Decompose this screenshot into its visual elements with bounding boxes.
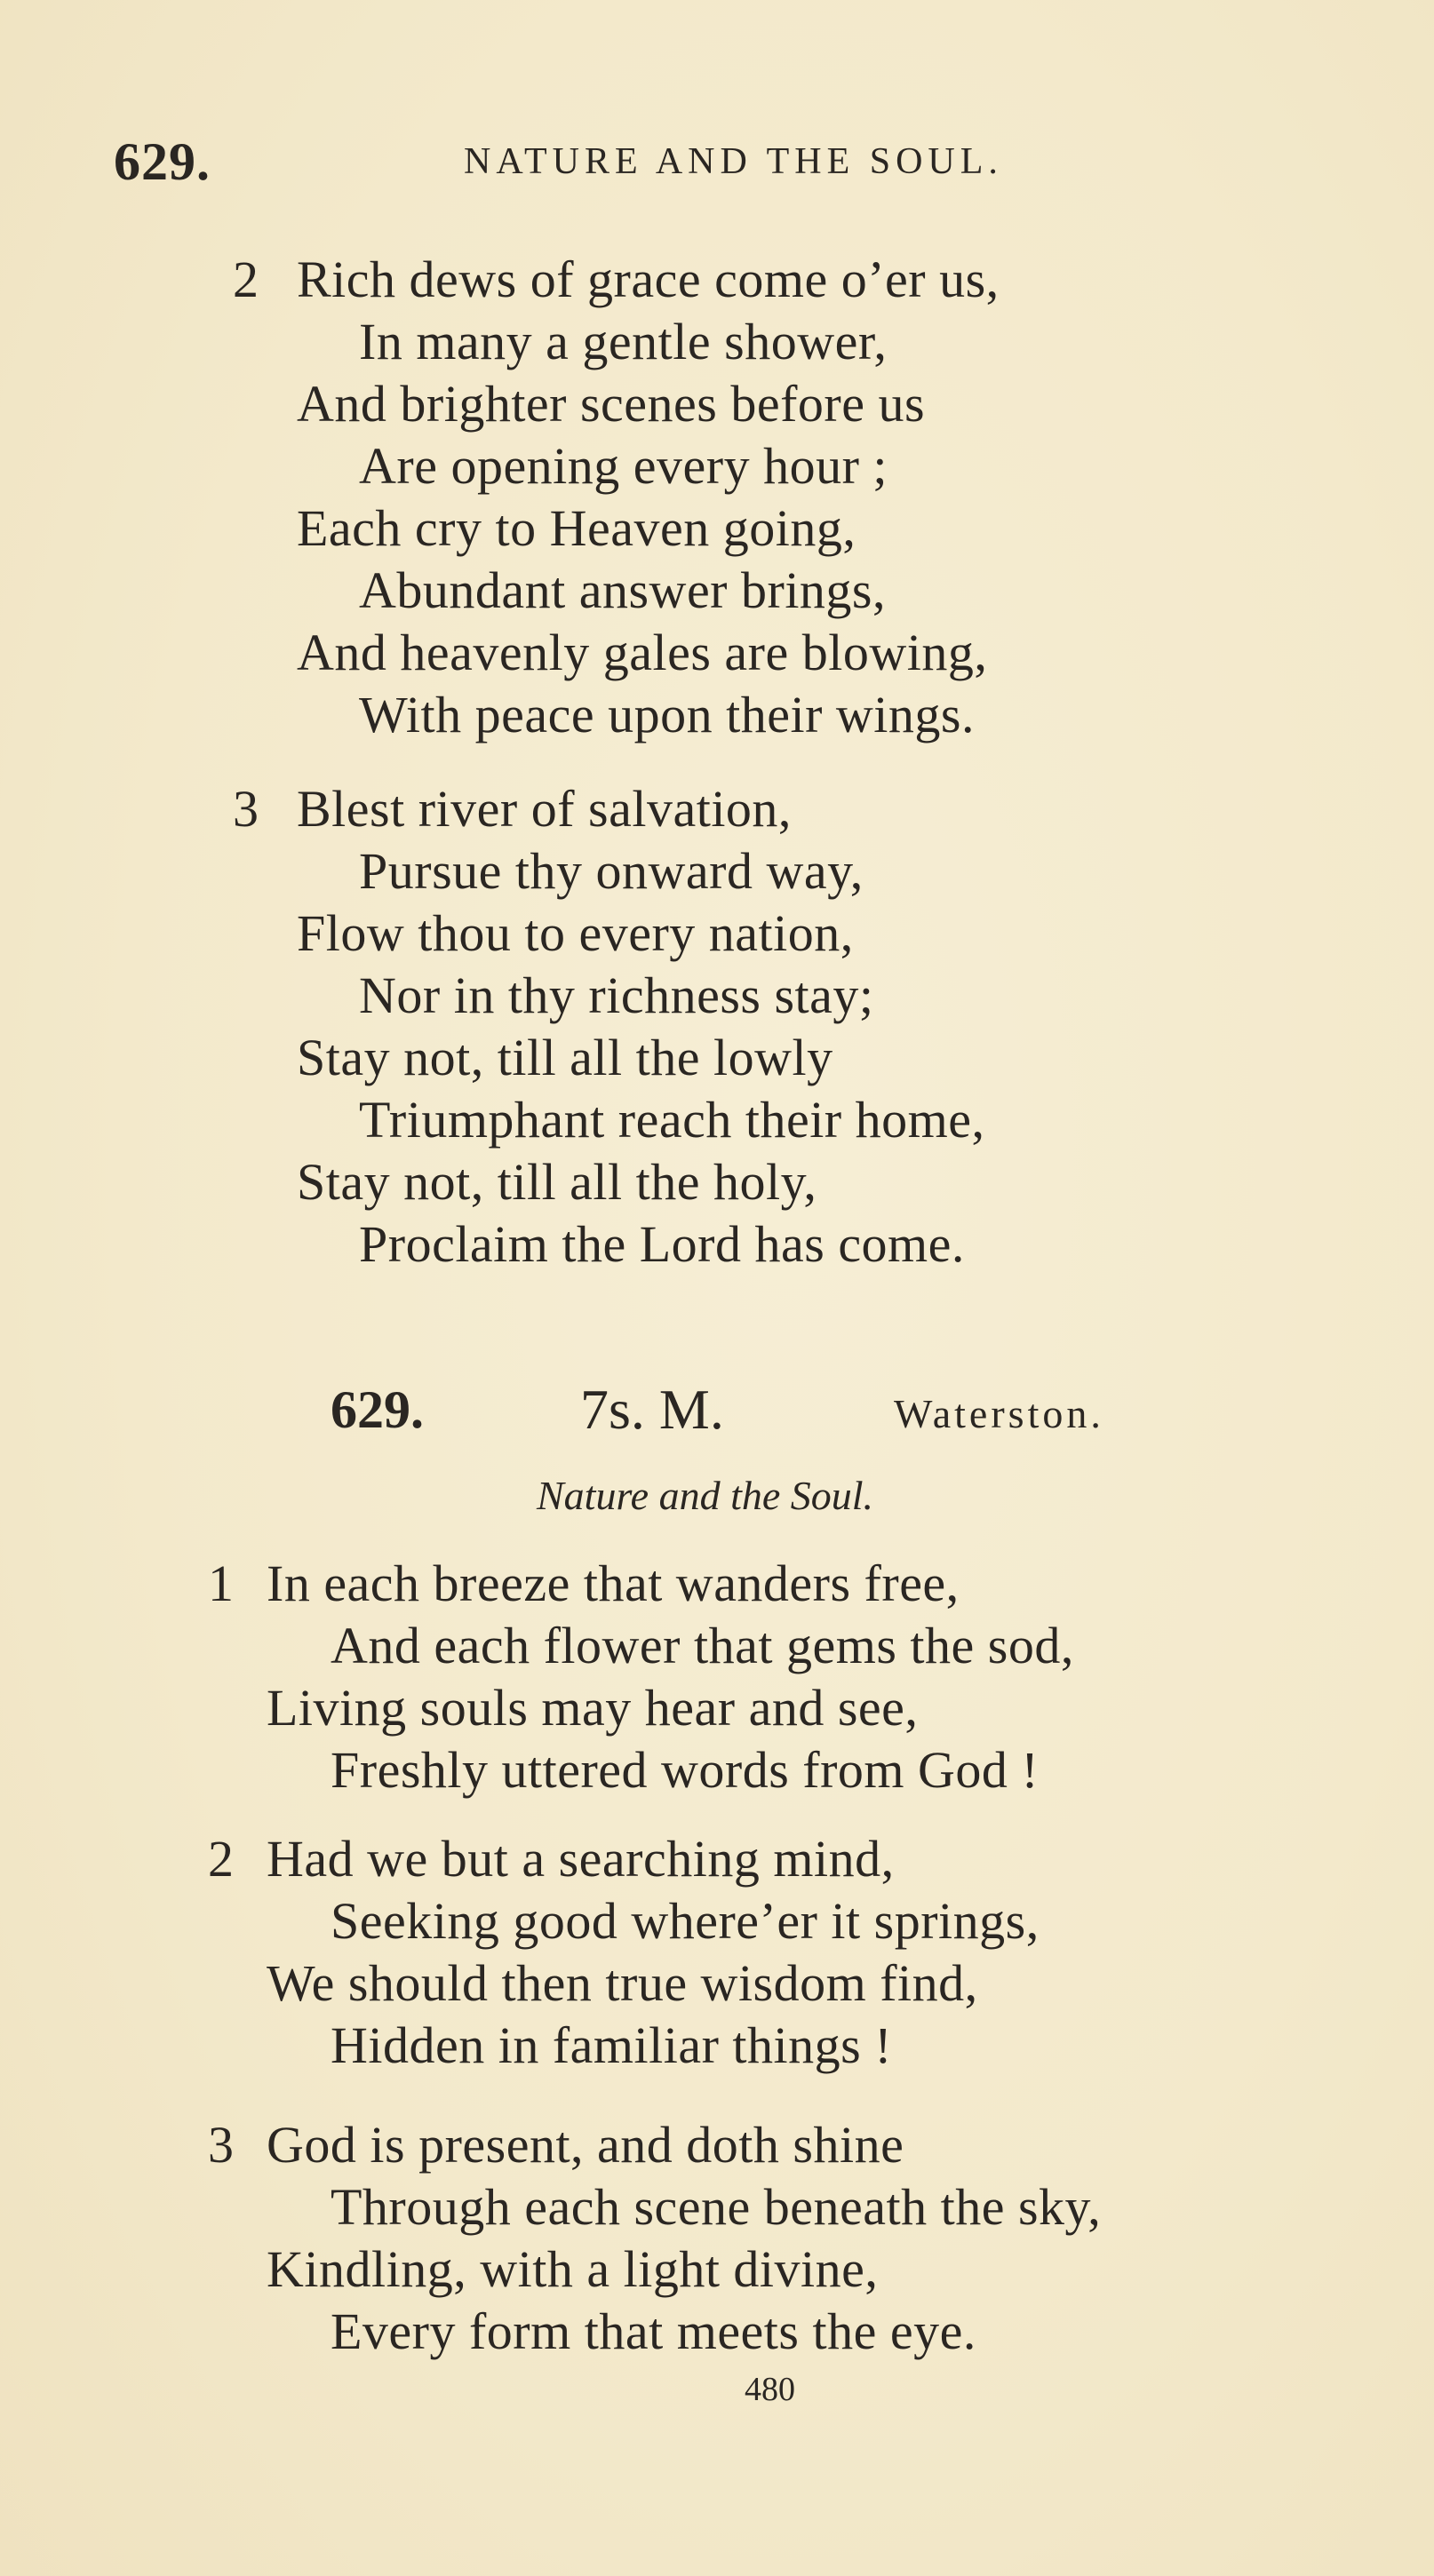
running-head-number: 629. (114, 132, 211, 191)
verse-line: Living souls may hear and see, (267, 1679, 919, 1737)
verse-line: Flow thou to every nation, (297, 904, 854, 962)
verse-line: Stay not, till all the lowly (297, 1029, 833, 1086)
verse-line: Each cry to Heaven going, (297, 499, 856, 557)
verse-line: Stay not, till all the holy, (297, 1153, 817, 1211)
verse-line: And each flower that gems the sod, (331, 1617, 1074, 1674)
verse-line: Had we but a searching mind, (267, 1830, 895, 1888)
stanza-number: 2 (233, 250, 259, 308)
verse-line: Freshly uttered words from God ! (331, 1741, 1040, 1799)
verse-line: Nor in thy richness stay; (359, 966, 874, 1024)
stanza-number: 3 (233, 780, 259, 838)
hymn-subtitle: Nature and the Soul. (537, 1473, 874, 1518)
verse-line: Seeking good where’er it springs, (331, 1892, 1040, 1950)
verse-line: Pursue thy onward way, (359, 842, 864, 900)
stanza-number: 2 (208, 1830, 234, 1888)
hymn-tune: Waterston. (894, 1391, 1104, 1436)
verse-line: And heavenly gales are blowing, (297, 624, 988, 681)
verse-line: Every form that meets the eye. (331, 2302, 976, 2360)
verse-line: Hidden in familiar things ! (331, 2016, 893, 2074)
verse-line: In many a gentle shower, (359, 313, 888, 370)
verse-line: Triumphant reach their home, (359, 1091, 985, 1149)
verse-line: Are opening every hour ; (359, 437, 888, 495)
verse-line: Blest river of salvation, (297, 780, 792, 838)
verse-line: Rich dews of grace come o’er us, (297, 250, 1000, 308)
page-number: 480 (745, 2371, 795, 2408)
verse-line: In each breeze that wanders free, (267, 1554, 960, 1612)
verse-line: And brighter scenes before us (297, 375, 926, 433)
verse-line: Kindling, with a light divine, (267, 2240, 879, 2298)
verse-line: We should then true wisdom find, (267, 1954, 978, 2012)
verse-line: Through each scene beneath the sky, (331, 2178, 1102, 2236)
verse-line: God is present, and doth shine (267, 2116, 904, 2174)
stanza-number: 1 (208, 1554, 234, 1612)
verse-line: Proclaim the Lord has come. (359, 1215, 965, 1273)
verse-line: With peace upon their wings. (359, 686, 975, 743)
verse-line: Abundant answer brings, (359, 561, 887, 619)
hymn-number: 629. (331, 1380, 424, 1439)
hymn-meter: 7s. M. (580, 1378, 724, 1441)
running-head-title: NATURE AND THE SOUL. (464, 141, 1003, 182)
stanza-number: 3 (208, 2116, 234, 2174)
